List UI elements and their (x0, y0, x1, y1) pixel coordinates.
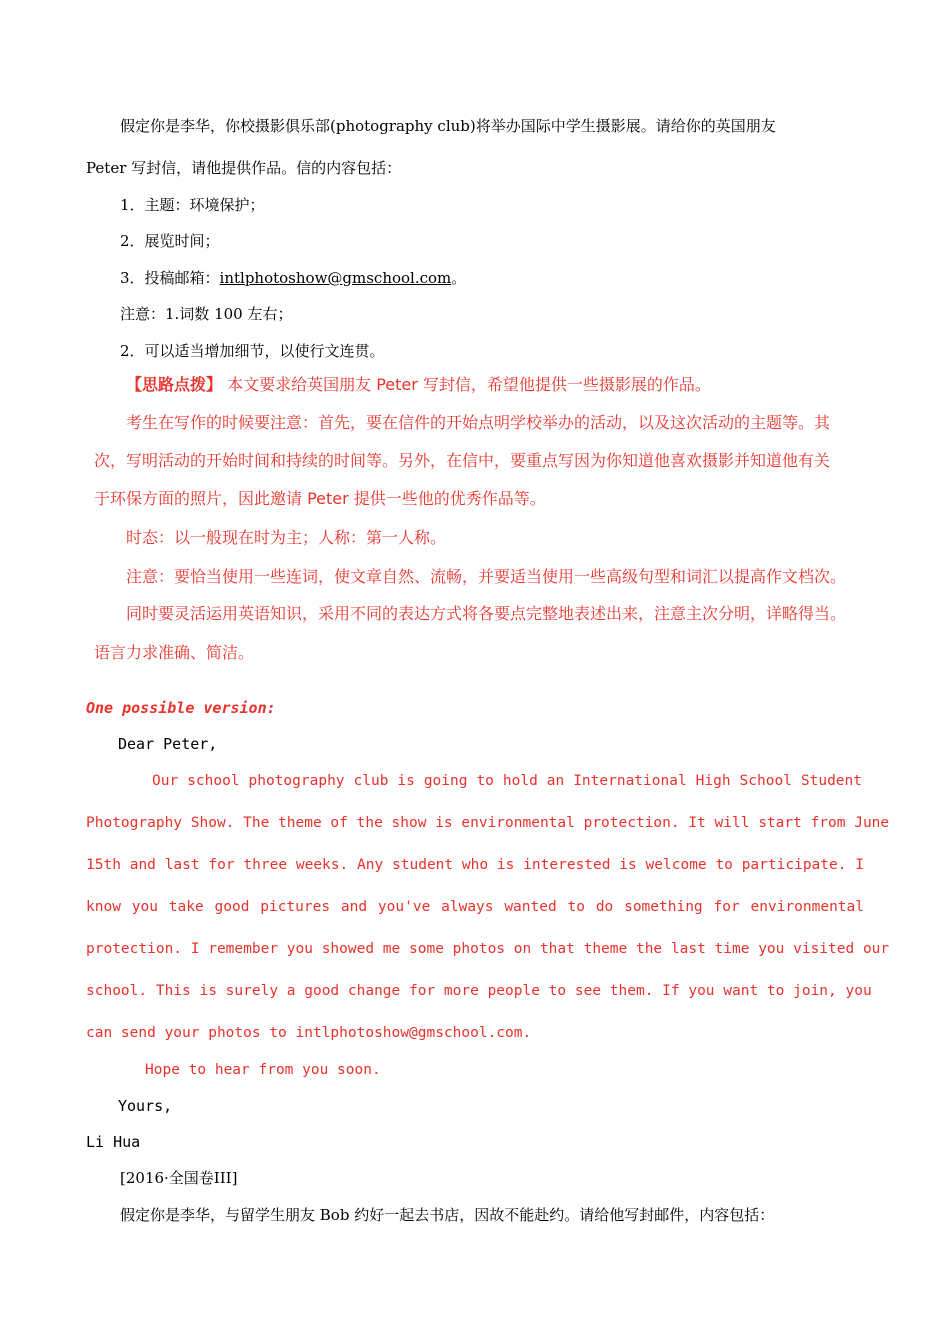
sample-body-line-7: can send your photos to intlphotoshow@gmschool.com. (86, 1025, 532, 1041)
tips-label: 【思路点拨】 (126, 375, 223, 394)
task1-note-1: 注意：1.词数 100 左右； (120, 305, 293, 323)
sample-closing-line: Hope to hear from you soon. (145, 1062, 381, 1078)
sample-body-line-5: protection. I remember you showed me some photos on that theme the last time you visited our (86, 941, 890, 957)
sample-body-line-1: Our school photography club is going to hold an International High School Student (152, 773, 862, 789)
tips-para2-line3: 于环保方面的照片，因此邀请 Peter 提供一些他的优秀作品等。 (94, 489, 546, 508)
sample-heading: One possible version: (86, 699, 276, 717)
sample-body-line-3: 15th and last for three weeks. Any student who is interested is welcome to participate. I (86, 857, 864, 873)
task1-email-link[interactable]: intlphotoshow@gmschool.com (219, 269, 452, 287)
task1-item-3-suffix: 。 (451, 269, 467, 287)
task1-intro-line2: Peter 写封信，请他提供作品。信的内容包括： (86, 159, 402, 177)
sample-body-line-4: know you take good pictures and you've always wanted to do something for environmental (86, 899, 864, 915)
sample-greeting: Dear Peter, (118, 735, 218, 753)
sample-body-line-2: Photography Show. The theme of the show is environmental protection. It will start from June (86, 815, 890, 831)
sample-body-line-6: school. This is surely a good change for more people to see them. If you want to join, you (86, 983, 872, 999)
tips-para2-line2: 次，写明活动的开始时间和持续的时间等。另外，在信中，要重点写因为你知道他喜欢摄影并知道他有关 (94, 451, 831, 470)
sample-name: Li Hua (86, 1133, 141, 1151)
task1-item-1: 1．主题：环境保护； (120, 196, 265, 214)
task1-item-3-prefix: 3．投稿邮箱： (120, 269, 220, 287)
tips-line-1 (126, 375, 711, 395)
sample-signoff: Yours, (118, 1097, 173, 1115)
task2-intro: 假定你是李华，与留学生朋友 Bob 约好一起去书店，因故不能赴约。请给他写封邮件，内容包括： (120, 1206, 775, 1224)
task1-item-3 (120, 268, 466, 288)
tips-para4-line3: 语言力求准确、简洁。 (94, 643, 255, 662)
tips-tense: 时态：以一般现在时为主；人称：第一人称。 (126, 528, 447, 547)
tips-para4-line1: 注意：要恰当使用一些连词，使文章自然、流畅，并要适当使用一些高级句型和词汇以提高作文档次。 (126, 567, 847, 586)
task2-source: [2016·全国卷III] (120, 1169, 238, 1187)
tips-line-1-text: 本文要求给英国朋友 Peter 写封信，希望他提供一些摄影展的作品。 (227, 375, 711, 394)
tips-para4-line2: 同时要灵活运用英语知识，采用不同的表达方式将各要点完整地表述出来，注意主次分明，详略得当。 (126, 604, 847, 623)
task1-item-2: 2．展览时间； (120, 232, 220, 250)
tips-para2-line1: 考生在写作的时候要注意：首先，要在信件的开始点明学校举办的活动，以及这次活动的主题等。其 (126, 413, 831, 432)
task1-intro-line1: 假定你是李华，你校摄影俱乐部(photography club)将举办国际中学生摄影展。请给你的英国朋友 (120, 117, 776, 135)
task1-note-2: 2．可以适当增加细节，以使行文连贯。 (120, 342, 385, 360)
